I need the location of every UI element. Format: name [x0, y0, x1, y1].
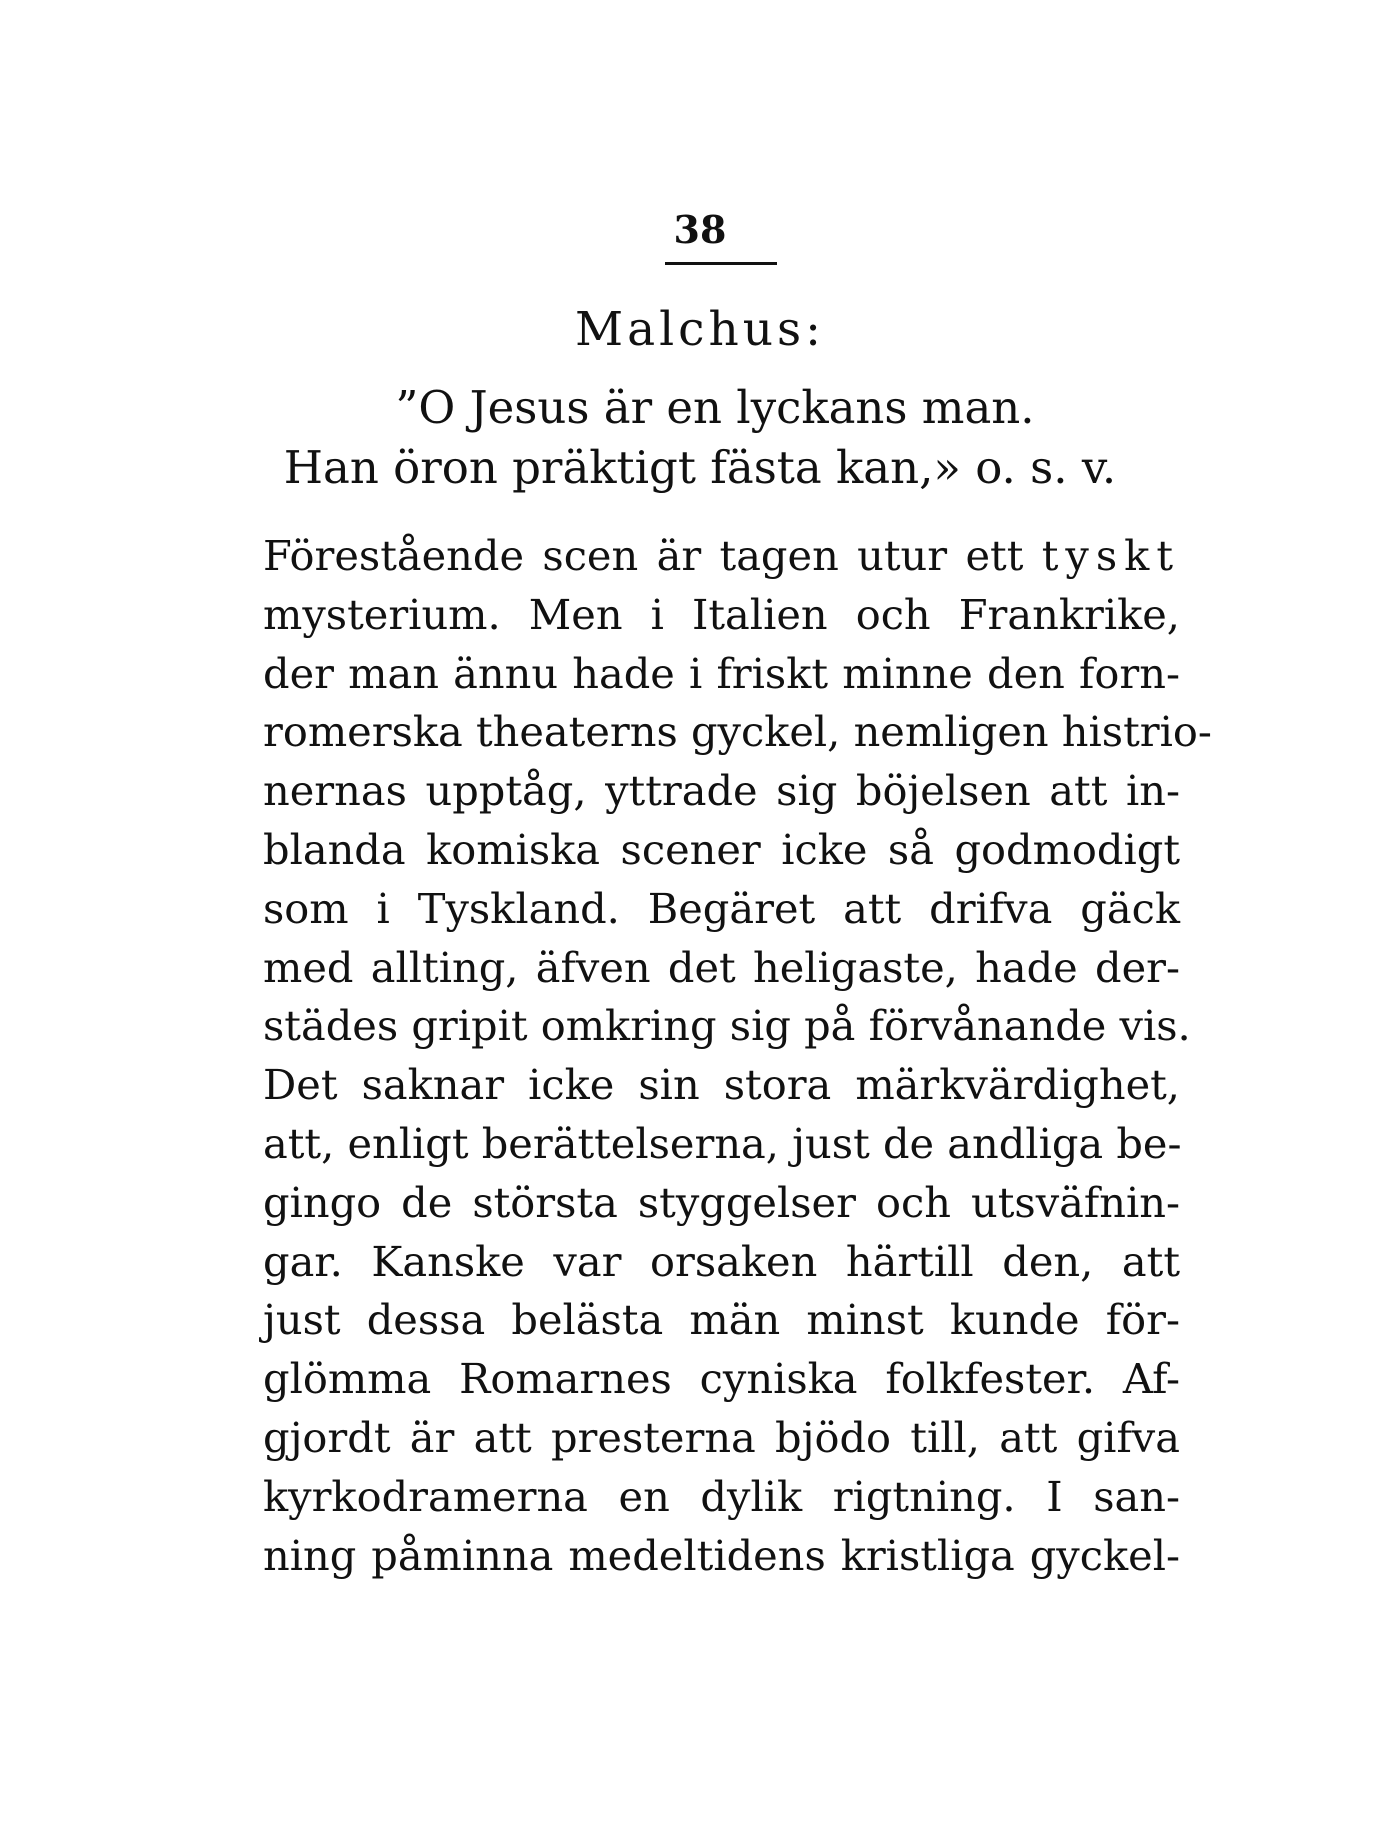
paragraph-line-5: nernas upptåg, yttrade sig böjelsen att in- [263, 766, 1180, 816]
paragraph-line-8: med allting, äfven det heligaste, hade der- [263, 942, 1180, 992]
verse-line-1: ”O Jesus är en lyckans man. [395, 381, 1035, 434]
speaker-heading: Malchus: [575, 302, 825, 357]
paragraph-line-10: Det saknar icke sin stora märkvärdighet, [263, 1060, 1180, 1110]
paragraph-line-12: gingo de största styggelser och utsväfnin- [263, 1177, 1180, 1227]
paragraph-line-11: att, enligt berättelserna, just de andliga be- [263, 1118, 1182, 1168]
paragraph-line-16: gjordt är att presterna bjödo till, att gifva [263, 1412, 1180, 1462]
paragraph-line-7: som i Tyskland. Begäret att drifva gäck [263, 883, 1180, 933]
paragraph-line-17: kyrkodramerna en dylik rigtning. I san- [263, 1471, 1180, 1521]
verse-line-2: Han öron präktigt fästa kan,» o. s. v. [283, 441, 1117, 494]
page-number-rule [665, 262, 777, 265]
paragraph-line-18: ning påminna medeltidens kristliga gyckel- [263, 1530, 1180, 1580]
paragraph-line-2: mysterium. Men i Italien och Frankrike, [263, 589, 1180, 639]
paragraph-line-13: gar. Kanske var orsaken härtill den, att [263, 1236, 1180, 1286]
line-1-text: Förestående scen är tagen utur ett [263, 531, 1042, 580]
paragraph-line-4: romerska theaterns gyckel, nemligen histrio- [263, 707, 1212, 757]
paragraph-line-3: der man ännu hade i friskt minne den forn- [263, 648, 1180, 698]
paragraph-line-15: glömma Romarnes cyniska folkfester. Af- [263, 1354, 1180, 1404]
page-number: 38 [673, 207, 727, 252]
paragraph-line-14: just dessa belästa män minst kunde för- [263, 1295, 1180, 1345]
body-paragraph [263, 527, 1212, 1585]
paragraph-line-6: blanda komiska scener icke så godmodigt [263, 824, 1180, 874]
emphasis-word: tyskt [1041, 531, 1180, 580]
paragraph-line-1 [263, 527, 1180, 586]
paragraph-line-9: städes gripit omkring sig på förvånande vis. [263, 1001, 1191, 1051]
